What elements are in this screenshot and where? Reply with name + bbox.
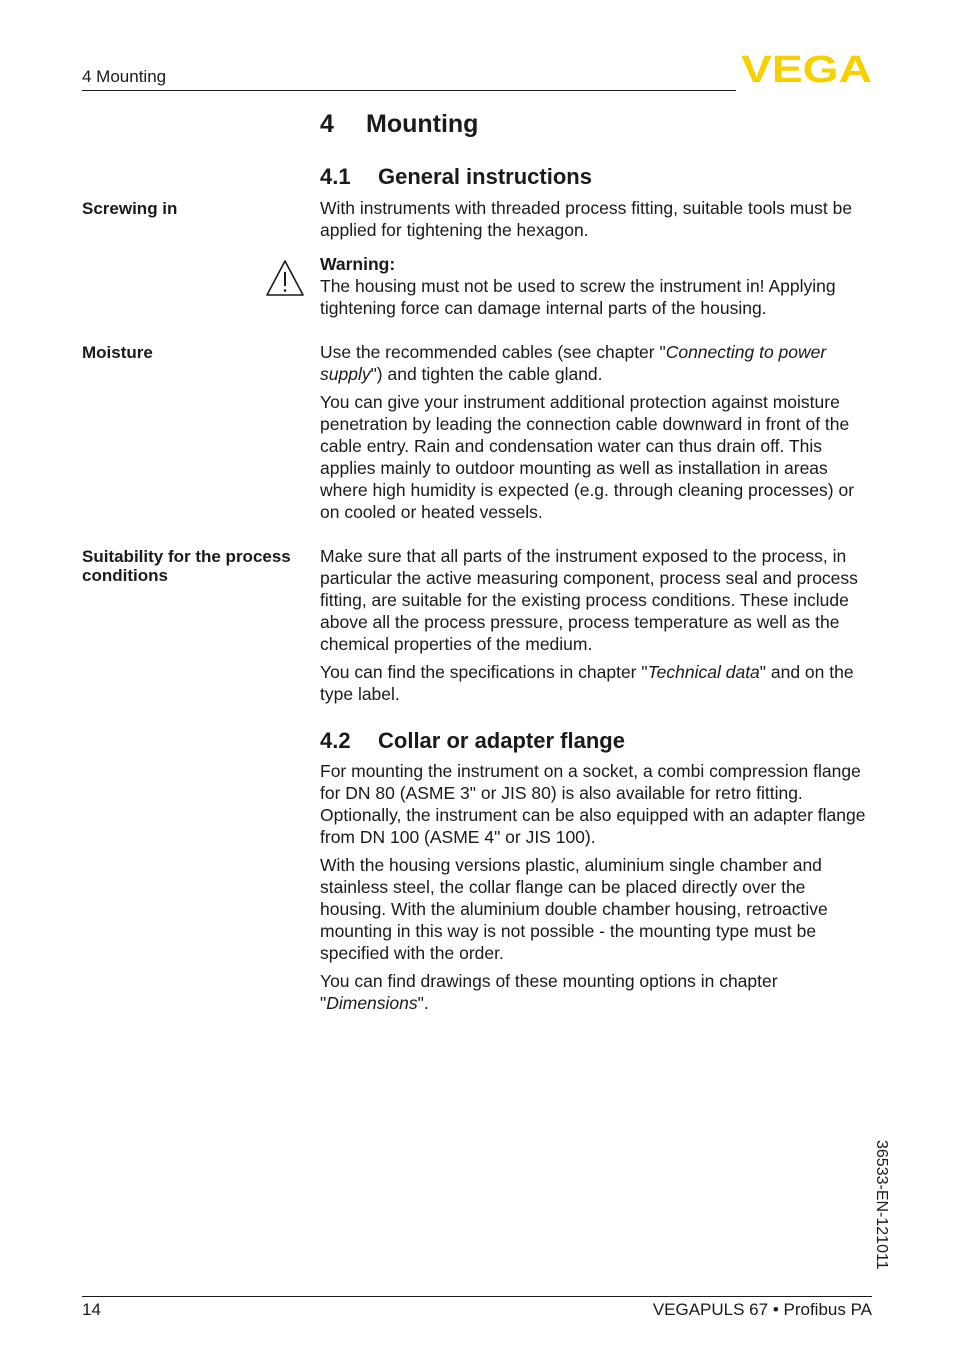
warning-block [320,253,876,319]
warning-text: The housing must not be used to screw the instrument in! Applying tightening force can damage internal parts of the housing. [320,276,836,318]
screwing-in-text [320,197,876,241]
chapter-reference: Dimensions [326,993,418,1013]
moisture-paragraph-2: You can give your instrument additional protection against moisture penetration by leading the connection cable downward in front of the cable entry. Rain and condensation water can thus drain off. This applies mainly to outdoor mounting as well as installation in areas where high humidity is expected (e.g. through cleaning processes) or on cooled or heated vessels. [320,392,855,522]
chapter-reference: Connecting to power supply [320,342,827,384]
collar-paragraph-2: With the housing versions plastic, aluminium single chamber and stainless steel, the collar flange can be placed directly over the housing. With the aluminium double chamber housing, retroactive mounting in this way is not possible - the mounting type must be specified with the order. [320,855,828,963]
moisture-paragraph-1: Use the recommended cables (see chapter "Connecting to power supply") and tighten the cable gland. [320,342,827,384]
chapter-heading [320,110,478,139]
section-heading-4-1 [320,164,592,190]
warning-triangle-icon [265,259,305,297]
section-number: 4.2 [320,728,351,753]
section-title: Collar or adapter flange [378,728,625,753]
vega-logo [741,51,872,84]
running-header: 4 Mounting [82,67,167,86]
screwing-in-paragraph: With instruments with threaded process fitting, suitable tools must be applied for tightening the hexagon. [320,198,853,240]
footer-rule [82,1296,872,1297]
section-heading-4-2 [320,728,625,754]
document-code: 36533-EN-121011 [873,1140,890,1270]
suitability-text [320,545,876,705]
footer-product-title: VEGAPULS 67 • Profibus PA [652,1300,872,1319]
moisture-text [320,341,876,523]
collar-text [320,760,876,1014]
section-title: General instructions [378,164,592,189]
margin-label-screwing-in: Screwing in [82,199,178,218]
collar-paragraph-3: You can find drawings of these mounting options in chapter "Dimensions". [320,971,778,1013]
chapter-number: 4 [320,110,334,138]
chapter-title: Mounting [366,110,479,138]
warning-title: Warning: [320,254,396,274]
collar-paragraph-1: For mounting the instrument on a socket, a combi compression flange for DN 80 (ASME 3" or JIS 80) is also available for retro fitting. Optionally, the instrument can be also equipped with an adapter flange from DN 100 (ASME 4" or JIS 100). [320,761,866,847]
margin-label-suitability: Suitability for the process conditions [82,547,291,585]
logo-text: VEGA [741,51,872,84]
suitability-paragraph-2: You can find the specifications in chapter "Technical data" and on the type label. [320,662,854,704]
margin-label-moisture: Moisture [82,343,153,362]
page-number: 14 [82,1300,101,1319]
suitability-paragraph-1: Make sure that all parts of the instrument exposed to the process, in particular the active measuring component, process seal and process fitting, are suitable for the existing process conditions. These include above all the process pressure, process temperature as well as the chemical properties of the medium. [320,546,858,654]
chapter-reference: Technical data [647,662,760,682]
section-number: 4.1 [320,164,351,189]
header-rule [82,90,736,91]
